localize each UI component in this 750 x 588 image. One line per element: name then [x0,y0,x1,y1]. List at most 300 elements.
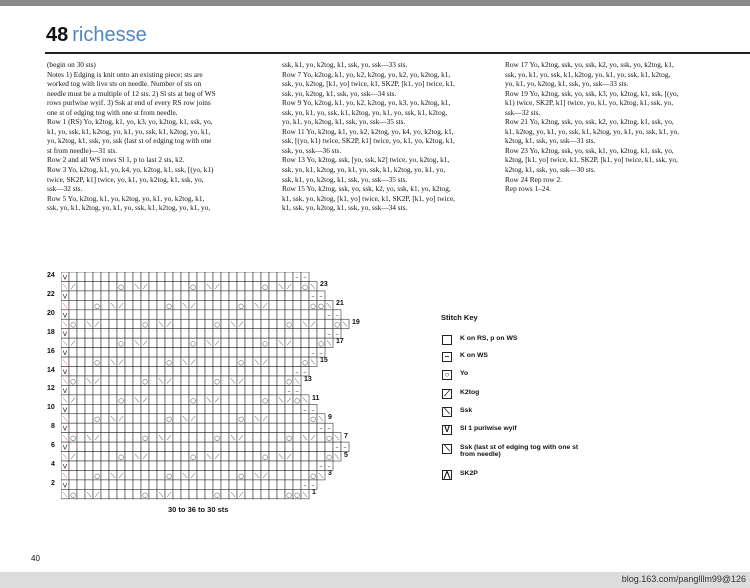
chart-cell [133,480,141,489]
chart-cell [277,433,285,442]
stitch-symbol-icon: V [442,425,452,435]
chart-symbol: ○ [166,301,172,310]
chart-symbol: ⟋ [142,339,148,348]
chart-cell [85,281,93,290]
chart-cell [205,367,213,376]
chart-cell [261,480,269,489]
chart-cell [221,433,229,442]
row-number-left: 14 [47,366,55,374]
chart-cell [277,470,285,479]
chart-cell [125,385,133,394]
chart-cell [133,376,141,385]
chart-cell [77,414,85,423]
chart-cell [245,291,253,300]
chart-cell [309,461,317,470]
chart-cell [221,338,229,347]
chart-symbol: – [343,443,347,452]
stitch-symbol-icon [442,335,452,345]
chart-symbol: ⟋ [214,396,220,405]
chart-cell [205,376,213,385]
instruction-line: ssk, k1, yo, k2tog, k1, ssk, yo, ssk—35 sts. [282,174,408,184]
instruction-line: Row 23 Yo, k2tog, ssk, yo, ssk, k1, yo, k2tog, k1, ssk, yo, [505,145,674,155]
chart-symbol: ○ [302,282,308,291]
chart-cell [197,423,205,432]
chart-cell [245,423,253,432]
chart-cell [77,281,85,290]
chart-cell [229,310,237,319]
chart-cell [93,404,101,413]
chart-symbol: ○ [190,453,196,461]
chart-cell [173,395,181,404]
chart-symbol: ⟍ [326,301,332,310]
chart-cell [157,414,165,423]
chart-cell [261,310,269,319]
chart-cell [205,433,213,442]
chart-cell [285,404,293,413]
chart-symbol: ⟍ [110,358,116,367]
chart-cell [125,348,133,357]
chart-cell [317,442,325,451]
chart-cell [157,480,165,489]
chart-cell [253,348,261,357]
chart-cell [85,442,93,451]
row-number-left: 2 [51,479,55,487]
chart-symbol: ⟍ [62,490,68,499]
instruction-line: ssk—32 sts. [505,107,541,117]
chart-symbol: ⟍ [278,396,284,405]
chart-symbol: ⟋ [166,377,172,386]
instruction-line: yo, k1, yo, k2tog, k1, ssk, yo, ssk—33 sts. [505,79,629,89]
chart-cell [149,489,157,498]
instruction-line: one st of edging tog with one st from needle. [47,107,178,117]
chart-symbol: ⟍ [254,301,260,310]
chart-symbol: ⟍ [302,490,308,499]
chart-cell [173,385,181,394]
stitch-symbol-icon: ⋀ [443,470,451,479]
chart-cell [269,348,277,357]
chart-cell [101,329,109,338]
chart-cell [157,291,165,300]
chart-symbol: ⟋ [118,471,124,480]
chart-cell [93,423,101,432]
chart-symbol: ○ [142,320,148,329]
chart-cell [197,385,205,394]
chart-symbol: ⟍ [86,377,92,386]
chart-cell [229,470,237,479]
chart-symbol: ⟍ [342,320,348,329]
instruction-line: k2tog, [k1, yo] twice, k1, SK2P, [k1, yo] twice, k1, ssk, yo, [505,155,678,165]
chart-symbol: ⟋ [142,396,148,405]
chart-cell [197,281,205,290]
stitch-symbol-icon: ⟋ [442,389,452,399]
chart-symbol: ⟍ [254,358,260,367]
chart-symbol: ⟍ [158,377,164,386]
chart-cell [101,423,109,432]
chart-symbol: ⟋ [190,471,196,480]
instruction-line: ssk, yo, k2tog, [k1, yo] twice, k1, SK2P, [k1, yo] twice, k1, [282,79,455,89]
chart-symbol: ○ [142,490,148,499]
chart-cell [173,376,181,385]
chart-cell [181,319,189,328]
chart-cell [229,461,237,470]
chart-cell [125,423,133,432]
chart-cell [197,433,205,442]
chart-cell [197,489,205,498]
chart-symbol: ○ [118,282,124,291]
chart-cell [285,423,293,432]
chart-cell [301,414,309,423]
stitch-key-label: Yo [460,370,469,377]
chart-cell [221,414,229,423]
chart-symbol: V [62,443,68,452]
chart-cell [149,281,157,290]
chart-cell [181,423,189,432]
chart-cell [101,281,109,290]
chart-cell [125,310,133,319]
chart-cell [141,414,149,423]
chart-symbol: ⟍ [134,453,140,461]
chart-cell [245,338,253,347]
chart-cell [197,480,205,489]
chart-symbol: ⟋ [142,453,148,461]
chart-symbol: ○ [238,471,244,480]
chart-cell [125,442,133,451]
chart-cell [133,319,141,328]
stitch-key-label: K on RS, p on WS [460,335,518,342]
chart-cell [125,414,133,423]
chart-cell [109,423,117,432]
chart-symbol: ⟍ [86,320,92,329]
instruction-line: k1, ssk, yo, k2tog, k1, ssk, yo, ssk—34 sts. [282,203,408,213]
instructions-column-1 [47,60,277,213]
chart-symbol: ○ [166,415,172,424]
chart-cell [197,470,205,479]
chart-cell [109,376,117,385]
chart-cell [69,414,77,423]
page-number: 40 [31,554,40,563]
chart-cell [77,452,85,461]
chart-cell [213,357,221,366]
chart-cell [229,423,237,432]
chart-cell [253,404,261,413]
chart-symbol: ⟋ [262,471,268,480]
chart-cell [189,367,197,376]
chart-cell [285,329,293,338]
instruction-line: ssk, yo, k1, yo, ssk, k1, k2tog, yo, k1, yo, ssk, k1, k2tog, [505,69,671,79]
chart-cell [269,461,277,470]
chart-cell [157,470,165,479]
instruction-line: k1) twice, SK2P, k1] twice, yo, k1, yo, k2tog, k1, ssk, yo, [505,98,674,108]
chart-symbol: ⟋ [286,396,292,405]
chart-cell [125,461,133,470]
chart-cell [269,319,277,328]
chart-cell [301,329,309,338]
stitch-key-item [442,470,580,480]
chart-cell [165,281,173,290]
chart-cell [173,423,181,432]
chart-cell [181,480,189,489]
chart-cell [93,281,101,290]
chart-cell [149,329,157,338]
chart-symbol: V [62,273,68,282]
chart-cell [69,348,77,357]
chart-cell [157,385,165,394]
chart-symbol: – [335,443,339,452]
chart-cell [101,442,109,451]
chart-cell [117,272,125,281]
chart-cell [253,291,261,300]
chart-cell [165,348,173,357]
chart-cell [277,367,285,376]
chart-cell [141,300,149,309]
chart-cell [261,291,269,300]
instruction-line: ssk, yo, k1, yo, ssk, k1, k2tog, yo, k1, yo, ssk, k1, k2tog, [282,107,448,117]
chart-cell [237,338,245,347]
chart-cell [293,300,301,309]
chart-cell [245,329,253,338]
stitch-key-title: Stitch Key [441,313,478,322]
chart-cell [141,329,149,338]
chart-cell [229,329,237,338]
chart-symbol: – [303,367,307,376]
chart-cell [77,300,85,309]
chart-symbol: ○ [94,301,100,310]
chart-symbol: – [335,311,339,320]
chart-symbol: V [62,367,68,376]
chart-cell [317,329,325,338]
chart-cell [173,357,181,366]
chart-symbol: ⟋ [214,339,220,348]
chart-cell [237,461,245,470]
row-number-left: 6 [51,442,55,450]
chart-symbol: – [335,330,339,339]
chart-cell [133,414,141,423]
chart-symbol: ⟍ [254,471,260,480]
chart-symbol: ○ [118,339,124,348]
instruction-line: ssk, yo, k2tog, k1, ssk, yo, ssk—34 sts. [282,88,397,98]
chart-cell [269,376,277,385]
chart-cell [189,404,197,413]
chart-symbol: – [327,462,331,471]
row-number-right: 17 [336,338,344,346]
instruction-line: Row 1 (RS) Yo, k2tog, k1, yo, k3, yo, k2tog, k1, ssk, yo, [47,117,213,127]
chart-symbol: V [62,462,68,471]
chart-symbol: V [62,292,68,301]
chart-cell [149,470,157,479]
stitch-key-item [442,425,580,435]
chart-cell [117,310,125,319]
chart-symbol: ⟋ [118,415,124,424]
chart-cell [85,310,93,319]
chart-cell [77,433,85,442]
chart-cell [189,319,197,328]
chart-symbol: ⟍ [62,471,68,480]
stitch-symbol-icon: ⟍ [442,444,452,454]
chart-symbol: – [303,405,307,414]
chart-cell [125,470,133,479]
chart-cell [245,470,253,479]
chart-cell [149,348,157,357]
chart-cell [293,461,301,470]
chart-cell [141,385,149,394]
chart-symbol: ⟋ [118,301,124,310]
instruction-line: Row 7 Yo, k2tog, k1, yo, k2, k2tog, yo, k2, yo, k2tog, k1, [282,69,451,79]
chart-cell [85,272,93,281]
chart-cell [85,348,93,357]
chart-cell [301,442,309,451]
chart-cell [237,423,245,432]
chart-symbol: ○ [262,282,268,291]
chart-cell [197,461,205,470]
chart-cell [109,310,117,319]
chart-symbol: ○ [286,490,292,499]
instruction-line: k2tog, k1, ssk, yo, ssk—30 sts. [505,165,596,175]
chart-symbol: ⟍ [110,471,116,480]
row-number-left: 22 [47,290,55,298]
chart-cell [125,300,133,309]
chart-cell [101,414,109,423]
chart-symbol: ⟍ [206,396,212,405]
chart-cell [101,338,109,347]
chart-symbol: ⟋ [166,434,172,443]
chart-cell [293,281,301,290]
chart-cell [213,442,221,451]
row-number-left: 24 [47,272,55,279]
chart-symbol: ○ [262,396,268,405]
stitch-symbol-icon: ○ [442,370,452,380]
chart-cell [101,376,109,385]
chart-cell [221,395,229,404]
chart-cell [293,357,301,366]
chart-cell [293,442,301,451]
chart-cell [69,291,77,300]
chart-cell [261,367,269,376]
chart-cell [149,404,157,413]
chart-cell [165,395,173,404]
chart-symbol: ⟋ [310,320,316,329]
chart-cell [197,338,205,347]
chart-symbol: ⟍ [62,434,68,443]
chart-cell [165,367,173,376]
chart-cell [277,480,285,489]
chart-cell [93,272,101,281]
chart-cell [149,385,157,394]
chart-cell [253,272,261,281]
chart-cell [237,348,245,357]
chart-cell [85,480,93,489]
chart-cell [317,452,325,461]
chart-cell [173,310,181,319]
chart-cell [165,480,173,489]
chart-symbol: ○ [142,377,148,386]
chart-cell [181,338,189,347]
chart-symbol: – [295,367,299,376]
chart-symbol: ○ [334,320,340,329]
chart-symbol: ⟍ [182,415,188,424]
chart-cell [93,480,101,489]
chart-cell [277,329,285,338]
chart-cell [101,272,109,281]
chart-cell [165,272,173,281]
chart-cell [197,376,205,385]
chart-cell [229,338,237,347]
chart-cell [117,385,125,394]
chart-symbol: ⟋ [214,453,220,461]
chart-cell [101,452,109,461]
chart-cell [173,338,181,347]
chart-cell [181,376,189,385]
chart-cell [77,319,85,328]
chart-cell [269,338,277,347]
chart-symbol: ⟍ [182,301,188,310]
chart-cell [245,272,253,281]
chart-cell [101,489,109,498]
chart-symbol: V [62,481,68,490]
chart-symbol: ⟋ [286,339,292,348]
instruction-line: Row 11 Yo, k2tog, k1, yo, k2, k2tog, yo, k4, yo, k2tog, k1, [282,126,454,136]
instructions-column-2 [282,60,504,213]
chart-cell [277,291,285,300]
instruction-line: twice, SK2P, k1] twice, yo, k1, yo, k2tog, k1, ssk, yo, [47,174,204,184]
chart-cell [77,291,85,300]
chart-symbol: ⟍ [62,339,68,348]
chart-cell [85,470,93,479]
chart-cell [149,414,157,423]
chart-cell [221,291,229,300]
chart-cell [109,281,117,290]
chart-cell [205,348,213,357]
chart-symbol: ⟍ [62,396,68,405]
chart-cell [93,442,101,451]
chart-cell [229,404,237,413]
chart-cell [109,404,117,413]
chart-symbol: ⟍ [134,339,140,348]
chart-symbol: ⟋ [238,490,244,499]
chart-cell [221,310,229,319]
chart-cell [189,385,197,394]
chart-symbol: ⟋ [214,282,220,291]
chart-cell [101,470,109,479]
chart-cell [173,414,181,423]
chart-cell [197,414,205,423]
chart-cell [125,291,133,300]
chart-cell [205,414,213,423]
chart-cell [213,329,221,338]
chart-symbol: ⟍ [62,282,68,291]
stitch-key-label: Ssk [460,407,473,414]
chart-cell [213,272,221,281]
chart-cell [253,461,261,470]
chart-symbol: ⟋ [166,490,172,499]
chart-cell [149,433,157,442]
chart-cell [101,367,109,376]
chart-cell [253,442,261,451]
chart-cell [285,357,293,366]
chart-symbol: ⟍ [230,377,236,386]
chart-cell [221,319,229,328]
chart-symbol: ⟋ [238,434,244,443]
chart-cell [141,423,149,432]
chart-symbol: ⟋ [286,453,292,461]
instruction-line: ssk, yo, k1, k2tog, yo, k1, yo, ssk, k1, k2tog, yo, k1, yo, [47,203,211,213]
chart-cell [85,461,93,470]
chart-cell [173,291,181,300]
chart-cell [221,281,229,290]
chart-symbol: ⟋ [70,396,76,405]
chart-cell [261,404,269,413]
chart-symbol: ○ [118,453,124,461]
chart-cell [181,489,189,498]
